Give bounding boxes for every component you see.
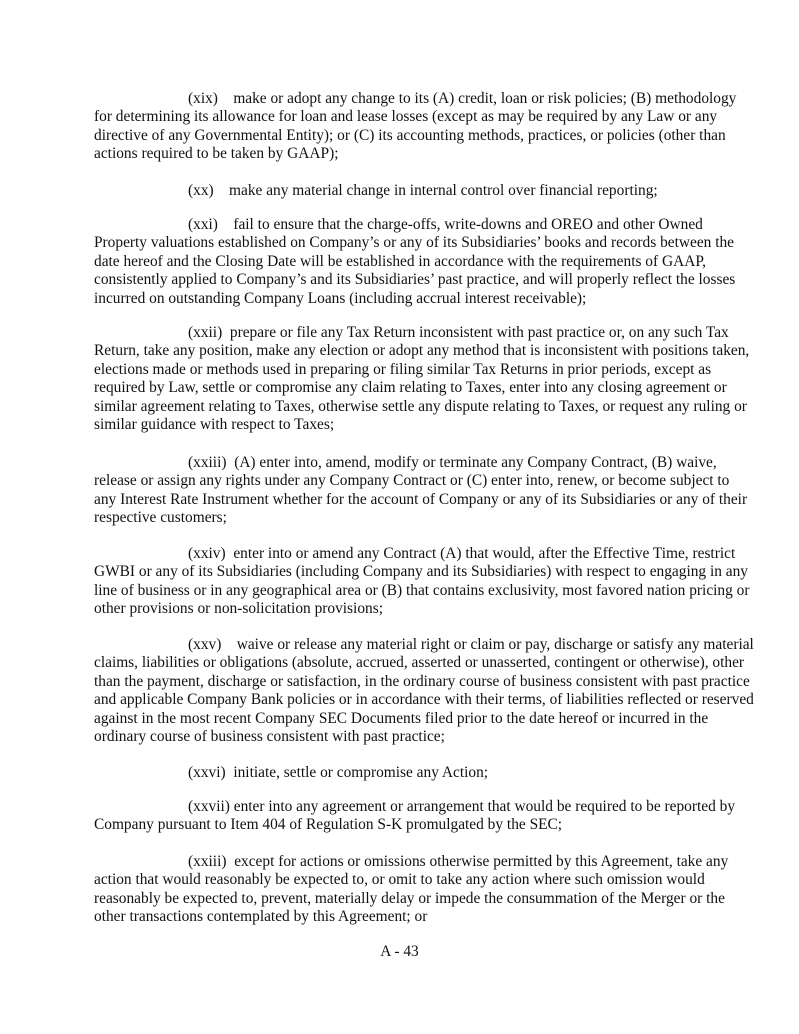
clause-number: (xxv) <box>188 636 222 653</box>
clause-xxiv <box>94 545 754 619</box>
clause-text: enter into any agreement or arrangement that would be required to be reported by Company pursuant to Item 404 of Regulation S-K promulgated by the SEC; <box>94 798 736 834</box>
clause-text: make any material change in internal control over financial reporting; <box>229 182 658 199</box>
clause-number: (xxvi) <box>188 764 226 781</box>
clause-xxiii-a <box>94 454 754 528</box>
clause-text: except for actions or omissions otherwise permitted by this Agreement, take any action that would reasonably be expected to, or omit to take any action where such omission would reasonably be expected to, prevent, materially delay or impede the consummation of the Merger or the other transactions contemplated by this Agreement; or <box>94 853 729 926</box>
clause-gap <box>221 636 236 653</box>
clause-number: (xxvii) <box>188 798 230 815</box>
clause-text: make or adopt any change to its (A) credit, loan or risk policies; (B) methodology for determining its allowance for loan and lease losses (except as may be required by any Law or any directive of any Governmental Entity); or (C) its accounting methods, practices, or policies (other than actions required to be taken by GAAP); <box>94 90 737 163</box>
clause-number: (xxiii) <box>188 454 227 471</box>
clause-number: (xxiv) <box>188 545 226 562</box>
clause-gap <box>222 324 230 341</box>
clause-text: (A) enter into, amend, modify or terminate any Company Contract, (B) waive, release or assign any rights under any Company Contract or (C) enter into, renew, or become subject to any Interest Rate Instrument whether for the account of Company or any of its Subsidiaries or any of their respective customers; <box>94 454 748 527</box>
clause-xxvii <box>94 798 754 835</box>
clause-number: (xx) <box>188 182 214 199</box>
clause-text: fail to ensure that the charge-offs, write-downs and OREO and other Owned Property valuations established on Company’s or any of its Subsidiaries’ books and records between the date hereof and the Closing Date will be established in accordance with the requirements of GAAP, consistently applied to Company’s and its Subsidiaries’ past practice, and will properly reflect the losses incurred on outstanding Company Loans (including accrual interest receivable); <box>94 216 736 307</box>
clause-number: (xxiii) <box>188 853 227 870</box>
clause-xxi <box>94 216 754 308</box>
clause-xxvi <box>94 764 754 782</box>
clause-xx <box>94 182 754 200</box>
page-number: A - 43 <box>380 943 419 960</box>
clause-number: (xxii) <box>188 324 223 341</box>
clause-gap <box>214 182 229 199</box>
clause-gap <box>218 90 233 107</box>
clause-text: initiate, settle or compromise any Action; <box>233 764 489 781</box>
clause-text: prepare or file any Tax Return inconsistent with past practice or, on any such Tax Return, take any position, make any election or adopt any method that is inconsistent with positions taken, elections made or methods used in preparing or filing similar Tax Returns in prior periods, except as required by Law, settle or compromise any claim relating to Taxes, enter into any closing agreement or similar agreement relating to Taxes, otherwise settle any dispute relating to Taxes, or request any ruling or similar guidance with respect to Taxes; <box>94 324 750 434</box>
clause-xxv <box>94 636 754 746</box>
clause-xxiii-b <box>94 853 754 927</box>
clause-gap <box>218 216 233 233</box>
clause-xxii <box>94 324 754 434</box>
clause-text: waive or release any material right or claim or pay, discharge or satisfy any material claims, liabilities or obligations (absolute, accrued, asserted or unasserted, contingent or otherwise), other than the payment, discharge or satisfaction, in the ordinary course of business consistent with past practice and applicable Company Bank policies or in accordance with their terms, of liabilities reflected or reserved against in the most recent Company SEC Documents filed prior to the date hereof or incurred in the ordinary course of business consistent with past practice; <box>94 636 754 746</box>
clause-xix <box>94 90 754 164</box>
clause-number: (xxi) <box>188 216 218 233</box>
clause-number: (xix) <box>188 90 218 107</box>
clause-text: enter into or amend any Contract (A) that would, after the Effective Time, restrict GWBI or any of its Subsidiaries (including Company and its Subsidiaries) with respect to engaging in any line of business or in any geographical area or (B) that contains exclusivity, most favored nation pricing or other provisions or non-solicitation provisions; <box>94 545 750 618</box>
